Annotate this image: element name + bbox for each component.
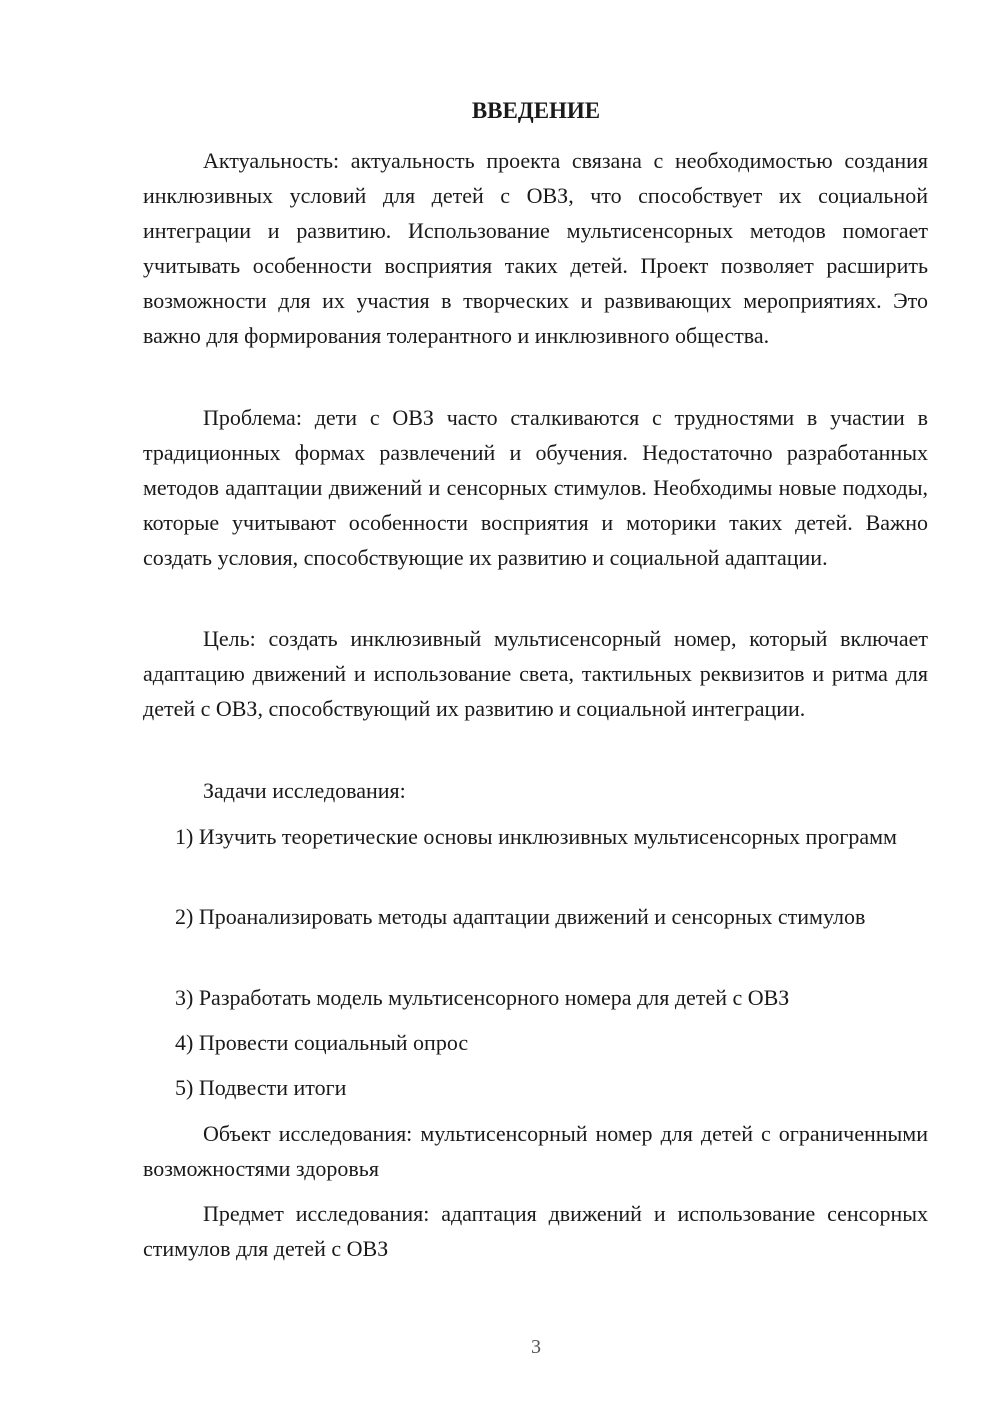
paragraph-goal: Цель: создать инклюзивный мультисенсорный номер, который включает адаптацию движений и использование света, тактильных реквизитов и ритма для детей с ОВЗ, способствующий их развитию и социальной интеграции. (143, 626, 928, 721)
paragraph-object: Объект исследования: мультисенсорный номер для детей с ограниченными возможностями здоровья (143, 1121, 928, 1181)
task-item-4: 4) Провести социальный опрос (175, 1030, 469, 1055)
page-number: 3 (531, 1336, 541, 1358)
tasks-title: Задачи исследования: (203, 778, 406, 803)
task-item-2: 2) Проанализировать методы адаптации движений и сенсорных стимулов (175, 904, 866, 929)
task-item-1: 1) Изучить теоретические основы инклюзивных мультисенсорных программ (175, 824, 897, 849)
paragraph-subject: Предмет исследования: адаптация движений и использование сенсорных стимулов для детей с ОВЗ (143, 1201, 928, 1261)
task-item-3: 3) Разработать модель мультисенсорного номера для детей с ОВЗ (175, 985, 790, 1010)
paragraph-relevance: Актуальность: актуальность проекта связана с необходимостью создания инклюзивных условий для детей с ОВЗ, что способствует их социальной интеграции и развитию. Использование мультисенсорных методов помогает учитывать особенности восприятия таких детей. Проект позволяет расширить возможности для их участия в творческих и развивающих мероприятиях. Это важно для формирования толерантного и инклюзивного общества. (143, 148, 928, 348)
paragraph-problem: Проблема: дети с ОВЗ часто сталкиваются с трудностями в участии в традиционных формах развлечений и обучения. Недостаточно разработанных методов адаптации движений и сенсорных стимулов. Необходимы новые подходы, которые учитывают особенности восприятия и моторики таких детей. Важно создать условия, способствующие их развитию и социальной адаптации. (143, 405, 928, 570)
task-item-5: 5) Подвести итоги (175, 1075, 347, 1100)
page-title: ВВЕДЕНИЕ (471, 98, 601, 123)
